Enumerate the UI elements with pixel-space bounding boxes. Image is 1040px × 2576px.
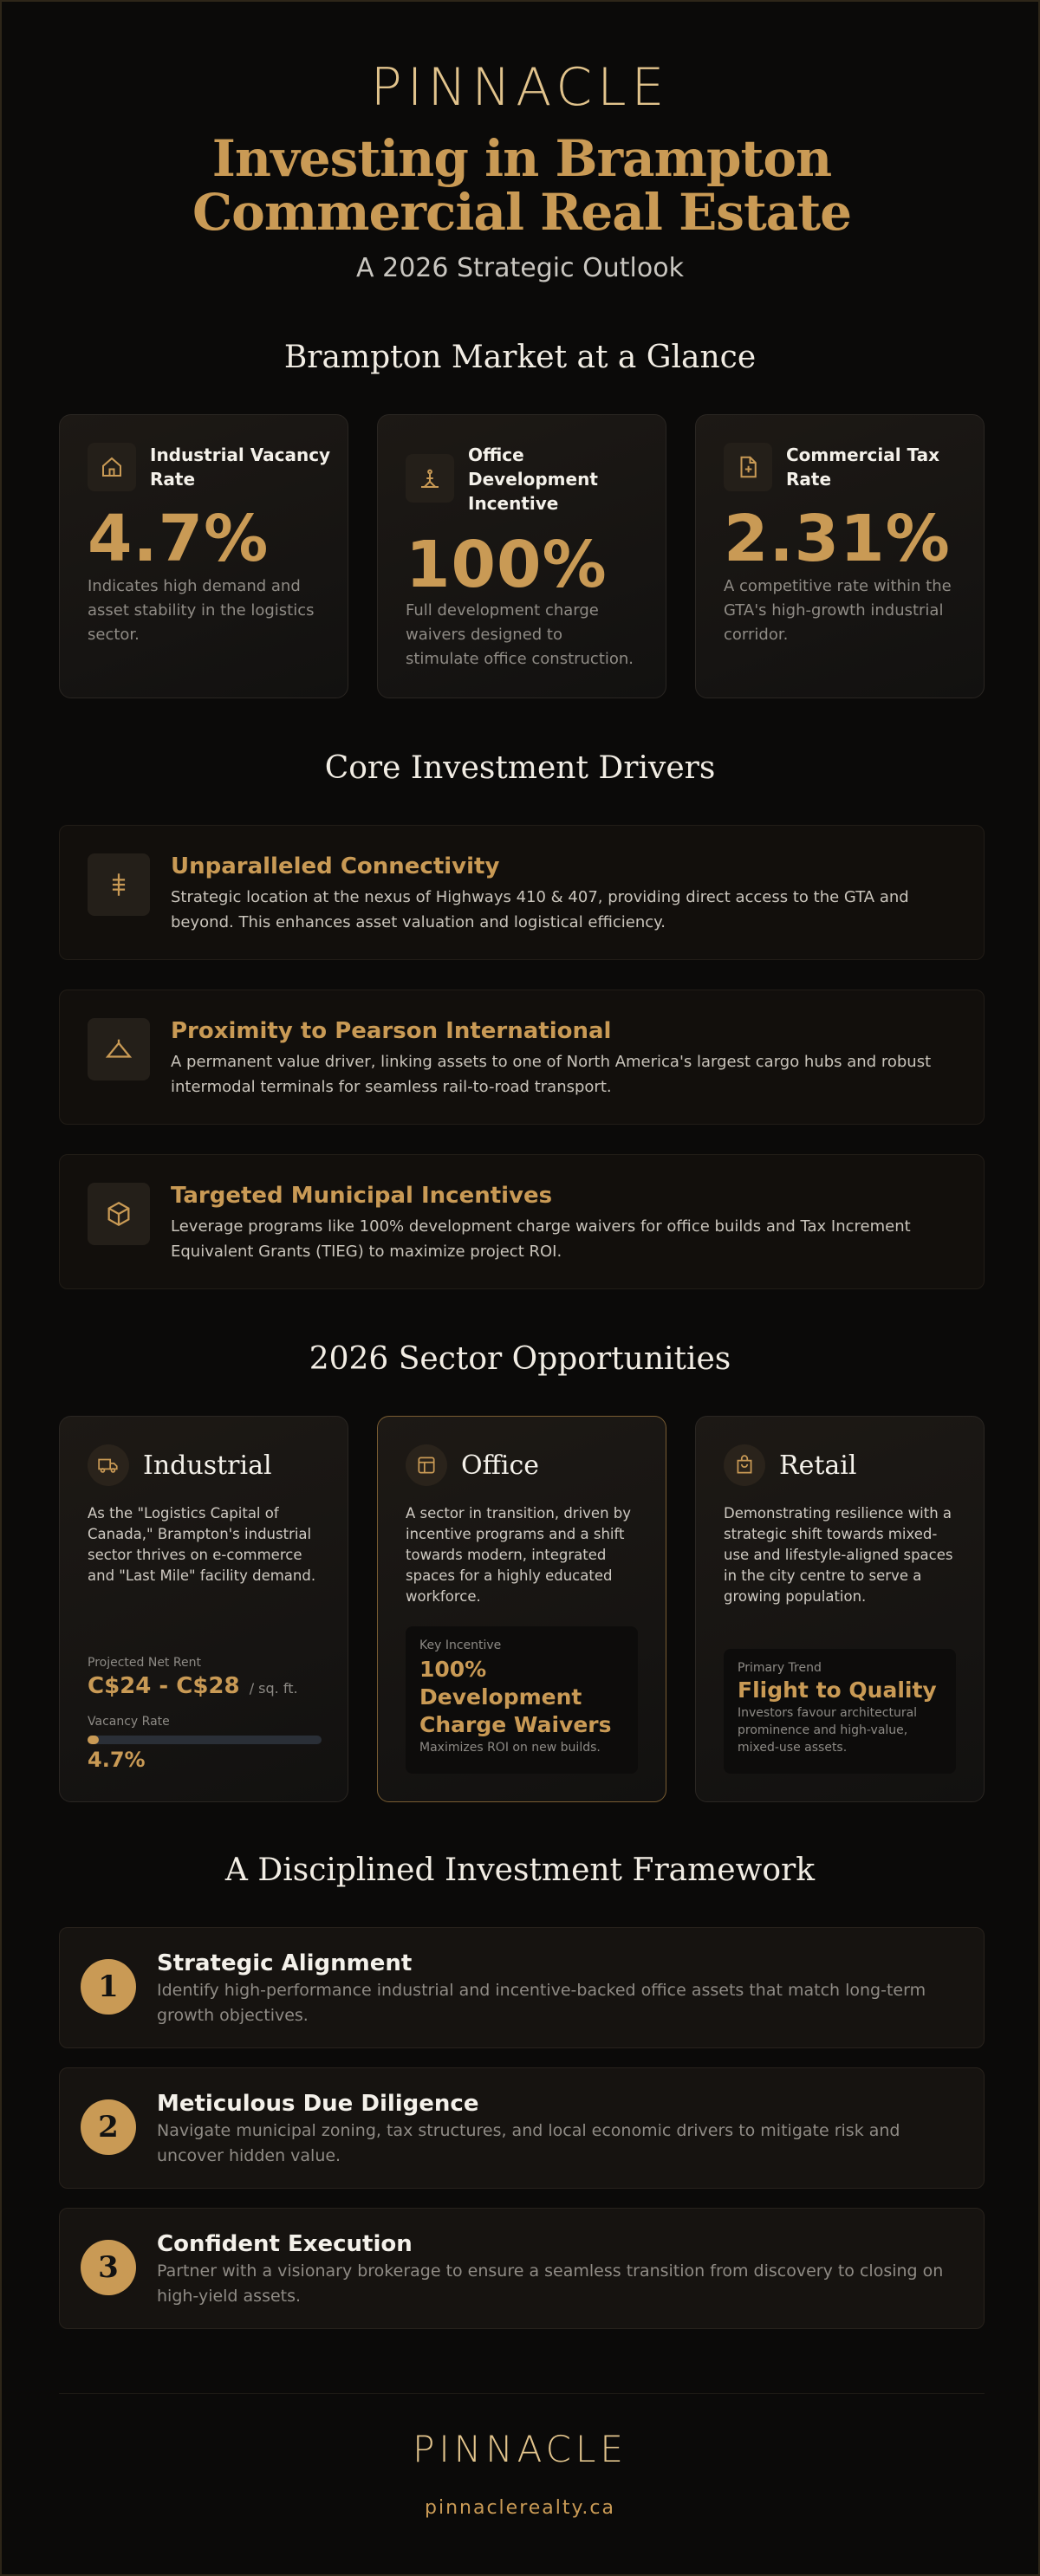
drivers-section-title: Core Investment Drivers [324, 750, 716, 786]
sector-description: Demonstrating resilience with a strategic shift towards mixed-use and lifestyle-aligned spaces in the city centre to serve a growing population. [724, 1505, 953, 1605]
glance-card-office-incentive [377, 414, 666, 698]
box-note: Maximizes ROI on new builds. [419, 1741, 601, 1755]
sectors-section-title: 2026 Sector Opportunities [309, 1341, 731, 1377]
vacancy-progress-fill [88, 1736, 99, 1744]
glance-section-title: Brampton Market at a Glance [283, 340, 757, 375]
framework-step [59, 1927, 985, 2048]
layout-icon [406, 1444, 447, 1486]
driver-item-pearson [59, 990, 985, 1125]
sector-description: As the "Logistics Capital of Canada," Brampton's industrial sector thrives on e-commerce and "Last Mile" facility demand. [88, 1505, 316, 1584]
driver-title: Targeted Municipal Incentives [171, 1183, 553, 1209]
sector-name: Retail [779, 1450, 857, 1481]
website-link[interactable]: pinnaclerealty.ca [425, 2497, 615, 2519]
step-description: Partner with a visionary brokerage to ensure a seamless transition from discovery to closing on high-yield assets. [157, 2261, 944, 2306]
glance-value: 100% [406, 528, 608, 602]
footer-divider [59, 2393, 985, 2394]
footer-logo[interactable]: PINNACLE [413, 2428, 627, 2470]
framework-step [59, 2208, 985, 2329]
glance-card-tax-rate [695, 414, 985, 698]
sector-description: A sector in transition, driven by incentive programs and a shift towards modern, integrated spaces for a highly educated workforce. [406, 1505, 632, 1605]
vacancy-label: Vacancy Rate [88, 1715, 170, 1729]
key-incentive-box [406, 1626, 638, 1774]
step-title: Meticulous Due Diligence [157, 2091, 479, 2117]
sector-card-retail [695, 1416, 985, 1802]
truck-icon [88, 1444, 129, 1486]
sector-card-office [377, 1416, 666, 1802]
framework-step [59, 2067, 985, 2189]
hero-title: Investing in Brampton Commercial Real Estate [192, 129, 852, 242]
highway-icon [88, 853, 150, 916]
glance-value: 2.31% [724, 502, 951, 576]
box-label: Key Incentive [419, 1638, 502, 1652]
driver-description: Strategic location at the nexus of Highways 410 & 407, providing direct access to the GTA and beyond. This enhances asset valuation and logistical efficiency. [171, 888, 909, 931]
driver-description: A permanent value driver, linking assets to one of North America's largest cargo hubs and robust intermodal terminals for seamless rail-to-road transport. [171, 1053, 932, 1096]
rent-label: Projected Net Rent [88, 1656, 201, 1670]
home-icon [88, 443, 136, 491]
box-label: Primary Trend [738, 1661, 822, 1675]
crane-icon [406, 454, 454, 503]
rent-value: C$24 - C$28 [88, 1673, 240, 1699]
vacancy-value: 4.7% [88, 1748, 146, 1772]
glance-description: A competitive rate within the GTA's high-growth industrial corridor. [724, 577, 952, 644]
sector-name: Office [461, 1450, 540, 1481]
driver-item-incentives [59, 1154, 985, 1289]
box-note: Investors favour architectural prominence and high-value, mixed-use assets. [738, 1706, 918, 1755]
box-title: Flight to Quality [738, 1677, 937, 1703]
glance-description: Indicates high demand and asset stability in the logistics sector. [88, 577, 315, 644]
step-number: 3 [81, 2240, 136, 2295]
box-title: 100% Development Charge Waivers [419, 1657, 612, 1737]
document-icon [724, 443, 772, 491]
vacancy-progress-bar [88, 1736, 322, 1744]
sector-name: Industrial [143, 1450, 272, 1481]
glance-value: 4.7% [88, 502, 270, 576]
step-description: Identify high-performance industrial and incentive-backed office assets that match long-term growth objectives. [157, 1981, 926, 2025]
hanger-icon [88, 1018, 150, 1080]
framework-section-title: A Disciplined Investment Framework [224, 1853, 816, 1888]
glance-label: Commercial Tax Rate [786, 444, 940, 490]
glance-description: Full development charge waivers designed to stimulate office construction. [406, 601, 634, 668]
step-number: 2 [81, 2099, 136, 2155]
driver-title: Unparalleled Connectivity [171, 853, 500, 879]
driver-title: Proximity to Pearson International [171, 1018, 612, 1044]
glance-label: Industrial Vacancy Rate [150, 444, 331, 490]
step-description: Navigate municipal zoning, tax structures, and local economic drivers to mitigate risk and uncover hidden value. [157, 2121, 900, 2165]
shopping-bag-icon [724, 1444, 765, 1486]
glance-label: Office Development Incentive [468, 444, 598, 514]
step-number: 1 [81, 1959, 136, 2015]
rent-unit: / sq. ft. [249, 1680, 298, 1697]
driver-description: Leverage programs like 100% development charge waivers for office builds and Tax Increment Equivalent Grants (TIEG) to maximize project ROI. [171, 1217, 911, 1261]
box-icon [88, 1183, 150, 1245]
hero-subtitle: A 2026 Strategic Outlook [356, 253, 684, 283]
driver-item-connectivity [59, 825, 985, 960]
glance-card-vacancy [59, 414, 348, 698]
step-title: Confident Execution [157, 2231, 413, 2257]
sector-card-industrial [59, 1416, 348, 1802]
primary-trend-box [724, 1649, 956, 1774]
brand-logo[interactable]: PINNACLE [370, 57, 670, 118]
step-title: Strategic Alignment [157, 1950, 413, 1976]
